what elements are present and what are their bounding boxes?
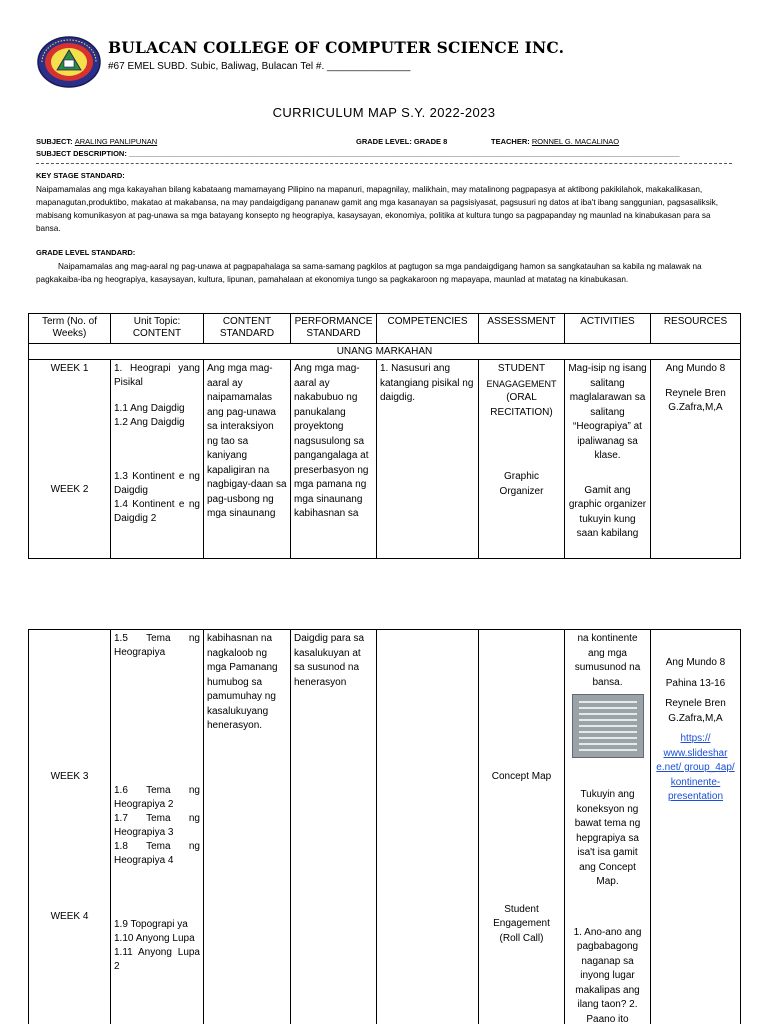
unit-1-7-topic: 1.7 Tema ng Heograpiya 3 [114, 813, 200, 838]
unit-1-8-topic: 1.8 Tema ng Heograpiya 4 [114, 841, 200, 866]
unit-1-topic: 1. Heograpi yang Pisikal [114, 363, 200, 388]
school-seal-logo [36, 35, 102, 89]
unit-topic-cell [111, 630, 204, 1024]
curriculum-table-part-1 [28, 313, 741, 559]
resource-2: Pahina 13-16 [665, 677, 726, 689]
activities-cell [565, 360, 651, 559]
subject-value: ARALING PANLIPUNAN [74, 137, 158, 146]
assessment-cell [479, 630, 565, 1024]
header-assessment: ASSESSMENT [479, 314, 565, 344]
resource-1: Ang Mundo 8 [665, 363, 726, 374]
document-title: CURRICULUM MAP S.Y. 2022-2023 [272, 105, 496, 120]
table-header-row [29, 314, 741, 344]
performance-standard-cell: Daigdig para sa kasalukuyan at sa susunod na henerasyon [291, 630, 377, 1024]
header-unit-topic: Unit Topic: CONTENT [111, 314, 204, 344]
teacher-value: RONNEL G. MACALINAO [531, 137, 620, 146]
activity-questions: 1. Ano-ano ang pagbabagong naganap sa inyong lugar makalipas ang ilang taon? 2. Paano ito [573, 926, 642, 1024]
assessment-1-line-2: ENAGAGEMENT [486, 378, 557, 389]
unit-1-1-topic: 1.1 Ang Daigdig [114, 403, 185, 414]
week-3-label: WEEK 3 [50, 771, 89, 782]
content-standard-cell: Ang mga mag-aaral ay naipamamalas ang pag-unawa sa interaksiyon ng tao sa kaniyang kapaligiran na nagbigay-daan sa pag-usbong ng mga sinaunang [204, 360, 291, 559]
grade-level-standard-text: Naipamamalas ang mag-aaral ng pag-unawa at pagpapahalaga sa sama-samang pagkilos at pagtugon sa mga pandaigdigang hamon sa sangkatauhan sa kabila ng malawak na pagkakaiba-iba ng heograpiya, kasaysayan, kultura, lipunan, pamahalaan at ekonomiya tungo sa pagkakaroon ng mapayapa, maunlad at matatag na kinabukasan. [36, 262, 702, 284]
performance-standard-cell: Ang mga mag-aaral ay nakabubuo ng panukalang proyektong nagsusulong sa pangangalaga at preserbasyon ng mga pamana ng mga sinaunang kabihasnan sa [291, 360, 377, 559]
teacher-line [491, 137, 619, 146]
activity-2: Gamit ang graphic organizer tukuyin kung saan kabilang [568, 484, 647, 539]
header-performance-standard: PERFORMANCE STANDARD [291, 314, 377, 344]
unit-topic-cell [111, 360, 204, 559]
assessment-4: Student Engagement (Roll Call) [493, 903, 550, 944]
header-resources: RESOURCES [651, 314, 741, 344]
curriculum-table-part-2 [28, 629, 741, 1024]
grade-level-standard-label: GRADE LEVEL STANDARD: [36, 248, 136, 257]
grade-level-line: GRADE LEVEL: GRADE 8 [356, 137, 448, 146]
header-term: Term (No. of Weeks) [29, 314, 111, 344]
subject-description-line: SUBJECT DESCRIPTION: ____________________________________________________________________________________________________________________________________ [36, 149, 680, 158]
unit-1-5-topic: 1.5 Tema ng Heograpiya [114, 633, 200, 658]
teacher-label: TEACHER: [491, 137, 532, 146]
quarter-label: UNANG MARKAHAN [29, 344, 741, 360]
continent-list-thumbnail [572, 694, 644, 758]
activities-cell [565, 630, 651, 1024]
key-stage-standard-label: KEY STAGE STANDARD: [36, 171, 125, 180]
assessment-cell [479, 360, 565, 559]
activity-1: Mag-isip ng isang salitang maglalarawan sa salitang “Heograpiya” at ipaliwanag sa klase. [568, 363, 647, 461]
unit-1-9-topic: 1.9 Topograpi ya [114, 919, 188, 930]
resource-link[interactable]: https:// www.slideshar e.net/ group_4ap/ kontinente-presentation [656, 733, 735, 802]
week-2-label: WEEK 2 [50, 484, 89, 495]
competency-cell: 1. Nasusuri ang katangiang pisikal ng daigdig. [377, 360, 479, 559]
divider-rule [36, 163, 732, 164]
term-cell [29, 630, 111, 1024]
assessment-3: Concept Map [491, 771, 552, 782]
competency-cell [377, 630, 479, 1024]
activity-concept-map: Tukuyin ang koneksyon ng bawat tema ng hepgrapiya sa isa't isa gamit ang Concept Map. [574, 789, 641, 887]
resources-cell [651, 360, 741, 559]
week-1-label: WEEK 1 [50, 363, 89, 374]
assessment-1-line-1: STUDENT [497, 363, 546, 374]
unit-1-3-topic: 1.3 Kontinent e ng Daigdig [114, 471, 200, 496]
week-4-label: WEEK 4 [50, 911, 89, 922]
subject-label: SUBJECT: [36, 137, 75, 146]
term-cell [29, 360, 111, 559]
table-row [29, 630, 741, 1024]
resource-1: Ang Mundo 8 [665, 657, 726, 668]
school-name: BULACAN COLLEGE OF COMPUTER SCIENCE INC. [108, 38, 565, 57]
unit-1-6-topic: 1.6 Tema ng Heograpiya 2 [114, 785, 200, 810]
assessment-2: Graphic Organizer [499, 471, 544, 497]
header-content-standard: CONTENT STANDARD [204, 314, 291, 344]
content-standard-cell: kabihasnan na nagkaloob ng mga Pamanang humubog sa pamumuhay ng kasalukuyang henerasyon. [204, 630, 291, 1024]
quarter-row [29, 344, 741, 360]
unit-1-4-topic: 1.4 Kontinent e ng Daigdig 2 [114, 499, 200, 524]
school-address: #67 EMEL SUBD. Subic, Baliwag, Bulacan Tel #. _______________ [108, 61, 411, 72]
resources-cell [651, 630, 741, 1024]
table-row [29, 360, 741, 559]
resource-3: Reynele Bren G.Zafra,M,A [665, 698, 726, 724]
subject-line [36, 137, 157, 146]
assessment-1-line-3: (ORAL RECITATION) [490, 392, 553, 418]
unit-1-2-topic: 1.2 Ang Daigdig [114, 417, 185, 428]
header-competencies: COMPETENCIES [377, 314, 479, 344]
activity-continued: na kontinente ang mga sumusunod na bansa. [574, 633, 641, 688]
header-activities: ACTIVITIES [565, 314, 651, 344]
unit-1-11-topic: 1.11 Anyong Lupa 2 [114, 947, 200, 972]
resource-2: Reynele Bren G.Zafra,M,A [665, 387, 726, 413]
key-stage-standard-text: Naipamamalas ang mga kakayahan bilang kabataang mamamayang Pilipino na mapanuri, mapagnilay, malikhain, may matalinong pagpapasya at aktibong pakikilahok, makakalikasan, mapanagutan,produktibo, makatao at makabansa, na may pandaigdigang pananaw gamit ang mga kasanayan sa pagsisiyasat, pagsusuri ng datos at iba't ibang sanggunian, pagsasaliksik, mabisang komunikasyon at pag-unawa sa mga batayang konsepto ng heograpiya, kasaysayan, ekonomiya, politika at kultura tungo sa pagpapanday ng maunlad na kinabukasan para sa bansa. [36, 185, 719, 233]
unit-1-10-topic: 1.10 Anyong Lupa [114, 933, 195, 944]
